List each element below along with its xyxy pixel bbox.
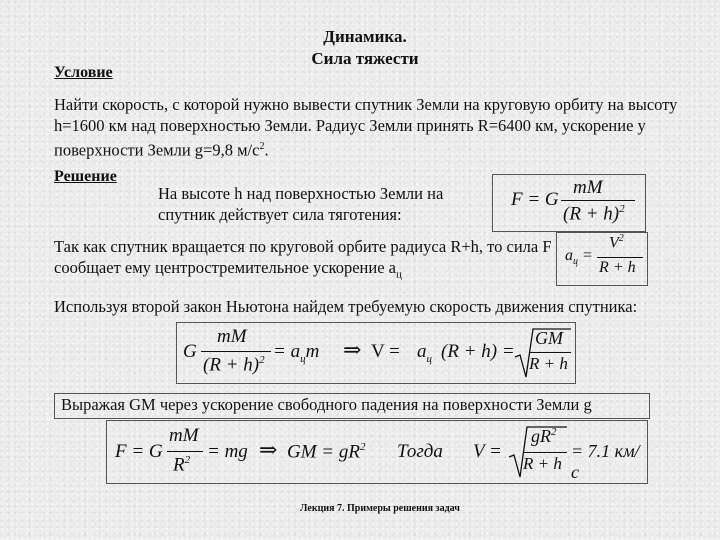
f1-num: mM <box>573 177 603 198</box>
f3-sqrt-den: R + h <box>529 354 568 373</box>
solution-label: Решение <box>54 168 117 185</box>
f4-den-text: R <box>173 454 185 476</box>
f1-den <box>563 203 625 225</box>
condition-end: . <box>264 140 269 160</box>
solution-step-3: Используя второй закон Ньютона найдем требуемую скорость движения спутника: <box>54 297 638 316</box>
f4-eq-mg: = mg <box>207 441 248 462</box>
f1-den-sup: 2 <box>619 203 625 215</box>
f3-mid-text: = a <box>273 341 301 362</box>
f4-num: mM <box>169 425 199 446</box>
f4-togda: Тогда <box>397 441 443 462</box>
f3-den <box>203 354 265 376</box>
footer-caption: Лекция 7. Примеры решения задач <box>300 503 460 514</box>
f4-implies-arrow: ⇒ <box>259 437 278 462</box>
f4-den <box>173 454 190 476</box>
condition-text <box>54 94 694 161</box>
f2-den: R + h <box>599 259 636 276</box>
f3-fraction-bar <box>201 351 271 352</box>
f2-lhs-sub: ц <box>573 256 578 268</box>
formula-gravity-force <box>492 174 646 232</box>
f4-sqrt-num <box>531 426 557 447</box>
f4-sqrt-num-sup: 2 <box>551 426 557 438</box>
f3-den-text: (R + h) <box>203 354 260 376</box>
step2-body: Так как спутник вращается по круговой орбите радиуса R+h, то сила F сообщает ему центростремительное ускорение a <box>54 237 552 277</box>
title-line-1: Динамика. <box>323 27 407 46</box>
f3-mid <box>273 341 319 365</box>
step2-sub: ц <box>395 268 402 281</box>
condition-sup: 2 <box>259 141 265 152</box>
f2-eq: = <box>582 247 593 264</box>
f2-lhs <box>565 247 593 267</box>
condition-label: Условие <box>54 64 113 81</box>
f4-gm-text: GM = gR <box>287 441 360 463</box>
solution-step-1: На высоте h над поверхностью Земли на спутник действует сила тяготения: <box>158 184 444 224</box>
f3-a-sub: ц <box>426 352 432 365</box>
page-title <box>260 26 470 70</box>
f1-fraction-bar <box>561 200 635 201</box>
f3-v: V = <box>371 341 400 362</box>
f4-den-sup: 2 <box>184 454 191 466</box>
f1-lhs: F = G <box>511 189 559 210</box>
condition-body: Найти скорость, с которой нужно вывести спутник Земли на круговую орбиту на высоту h=1600 км над поверхностью Земли. Радиус Земли принять R=6400 км, ускорение у поверхности Земли g=9,8 м/с <box>54 95 678 160</box>
f3-a <box>417 341 432 365</box>
f3-sqrt-bar <box>529 352 571 353</box>
f3-a-text: a <box>417 341 427 362</box>
solution-step-4 <box>54 393 650 419</box>
solution-step-2 <box>54 236 554 285</box>
f3-den-sup: 2 <box>259 354 265 366</box>
formula-centripetal-accel <box>556 232 648 286</box>
f4-fraction-bar <box>167 451 203 452</box>
f4-sqrt-num-text: gR <box>531 426 551 446</box>
f3-paren: (R + h) = <box>441 341 515 362</box>
f4-lhs: F = G <box>115 441 163 462</box>
f2-num-text: V <box>609 234 619 252</box>
formula-velocity-result <box>106 420 648 484</box>
f3-mid-end: m <box>305 341 320 362</box>
f2-fraction-bar <box>597 257 643 258</box>
f4-sqrt-den: R + h <box>523 454 562 473</box>
f2-num <box>609 233 624 252</box>
f2-lhs-a: a <box>565 247 573 264</box>
formula-newton-second-law <box>176 322 576 384</box>
f3-implies-arrow: ⇒ <box>343 337 362 362</box>
f1-den-text: (R + h) <box>563 203 620 225</box>
f3-sqrt-num: GM <box>535 328 563 348</box>
f4-sqrt-bar <box>523 452 567 453</box>
f2-num-sup: 2 <box>618 233 624 244</box>
f3-mid-sub: ц <box>300 352 306 365</box>
f4-gm-sup: 2 <box>359 441 366 453</box>
f4-result: = 7.1 км/с <box>571 441 640 482</box>
f4-v: V = <box>473 441 502 462</box>
f3-num: mM <box>217 326 247 347</box>
step4-body: Выражая GM через ускорение свободного падения на поверхности Земли g <box>61 395 592 414</box>
title-line-2: Сила тяжести <box>311 49 419 68</box>
f4-gm <box>287 441 365 463</box>
f3-g: G <box>183 341 197 362</box>
